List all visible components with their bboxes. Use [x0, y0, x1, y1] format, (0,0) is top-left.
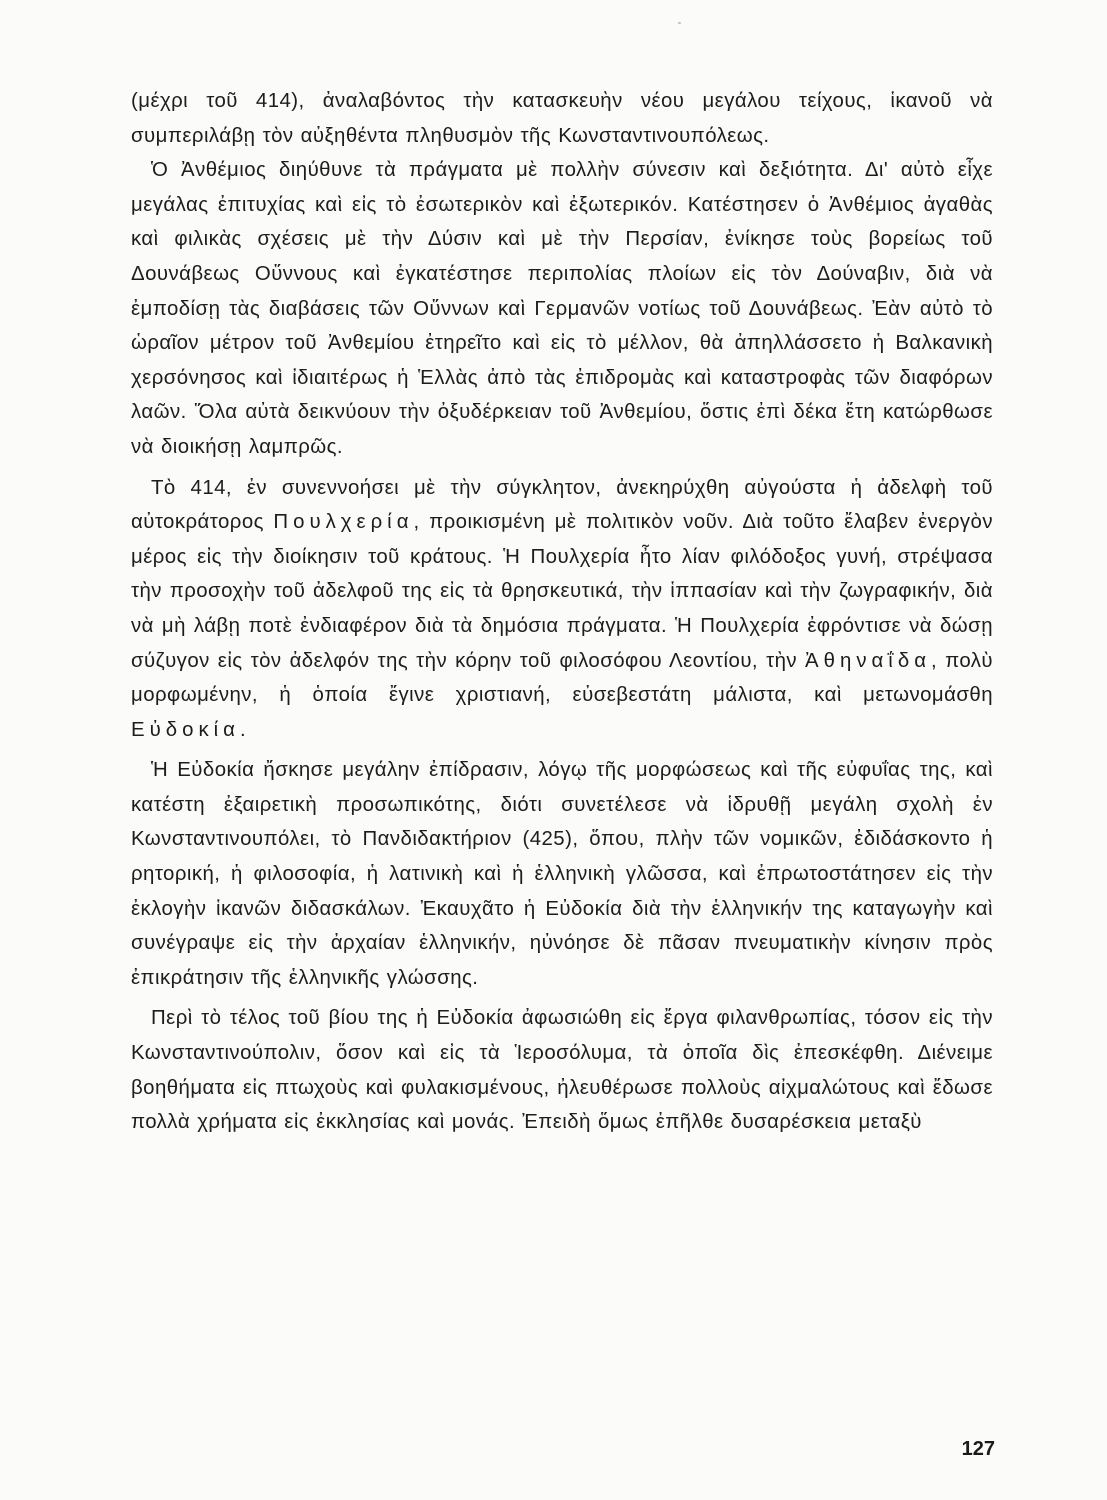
text-segment: . — [239, 718, 247, 741]
body-text — [131, 84, 993, 1140]
paragraph — [131, 1001, 993, 1139]
paragraph — [131, 471, 993, 748]
paragraph — [131, 84, 993, 153]
text-segment: , πολὺ μορφωμένην, ἡ ὁποία ἔγινε χριστιανή, εὐσεβεστάτη μάλιστα, καὶ μετωνομάσθη — [131, 649, 994, 707]
text-segment: Περὶ τὸ τέλος τοῦ βίου της ἡ Εὐδοκία ἀφωσιώθη εἰς ἔργα φιλανθρωπίας, τόσον εἰς τὴν Κωνσταντινούπολιν, ὅσον καὶ εἰς τὰ Ἱεροσόλυμα, τὰ ὁποῖα δὶς ἐπεσκέφθη. Διένειμε βοηθήματα εἰς πτωχοὺς καὶ φυλακισμένους, ἠλευθέρωσε πολλοὺς αἰχμαλώτους καὶ ἔδωσε πολλὰ χρήματα εἰς ἐκκλησίας καὶ μονάς. Ἐπειδὴ ὅμως ἐπῆλθε δυσαρέσκεια μεταξὺ — [131, 1007, 993, 1134]
paragraph — [131, 153, 993, 464]
text-segment: Ἡ Εὐδοκία ἤσκησε μεγάλην ἐπίδρασιν, λόγῳ τῆς μορφώσεως καὶ τῆς εὐφυΐας της, καὶ κατέστη ἐξαιρετικὴ προσωπικότης, διότι συνετέλεσε νὰ ἱδρυθῇ μεγάλη σχολὴ ἐν Κωνσταντινουπόλει, τὸ Πανδιδακτήριον (425), ὅπου, πλὴν τῶν νομικῶν, ἐδιδάσκοντο ἡ ρητορική, ἡ φιλοσοφία, ἡ λατινικὴ καὶ ἡ ἑλληνικὴ γλῶσσα, καὶ ἐπρωτοστάτησεν εἰς τὴν ἐκλογὴν ἱκανῶν διδασκάλων. Ἐκαυχᾶτο ἡ Εὐδοκία διὰ τὴν ἑλληνικήν της καταγωγὴν καὶ συνέγραψε εἰς τὴν ἀρχαίαν ἑλληνικήν, ηὐνόησε δὲ πᾶσαν πνευματικὴν κίνησιν πρὸς ἐπικράτησιν τῆς ἑλληνικῆς γλώσσης. — [131, 759, 993, 989]
text-segment: Ὁ Ἀνθέμιος διηύθυνε τὰ πράγματα μὲ πολλὴν σύνεσιν καὶ δεξιότητα. Δι' αὐτὸ εἶχε μεγάλας ἐπιτυχίας καὶ εἰς τὸ ἐσωτερικὸν καὶ ἐξωτερικόν. Κατέστησεν ὁ Ἀνθέμιος ἀγαθὰς καὶ φιλικὰς σχέσεις μὲ τὴν Δύσιν καὶ μὲ τὴν Περσίαν, ἐνίκησε τοὺς βορείως τοῦ Δουνάβεως Οὕννους καὶ ἐγκατέστησε περιπολίας πλοίων εἰς τὸν Δούναβιν, διὰ νὰ ἐμποδίσῃ τὰς διαβάσεις τῶν Οὕννων καὶ Γερμανῶν νοτίως τοῦ Δουνάβεως. Ἐὰν αὐτὸ τὸ ὡραῖον μέτρον τοῦ Ἀνθεμίου ἐτηρεῖτο καὶ εἰς τὸ μέλλον, θὰ ἀπηλλάσσετο ἡ Βαλκανικὴ χερσόνησος καὶ ἰδιαιτέρως ἡ Ἑλλὰς ἀπὸ τὰς ἐπιδρομὰς καὶ καταστροφὰς τῶν διαφόρων λαῶν. Ὅλα αὐτὰ δεικνύουν τὴν ὀξυδέρκειαν τοῦ Ἀνθεμίου, ὅστις ἐπὶ δέκα ἔτη κατώρθωσε νὰ διοικήσῃ λαμπρῶς. — [131, 159, 993, 458]
text-segment: , προικισμένη μὲ πολιτικὸν νοῦν. Διὰ τοῦτο ἔλαβεν ἐνεργὸν μέρος εἰς τὴν διοίκησιν τοῦ κράτους. Ἡ Πουλχερία ἦτο λίαν φιλόδοξος γυνή, στρέψασα τὴν προσοχὴν τοῦ ἀδελφοῦ της εἰς τὰ θρησκευτικά, τὴν ἱππασίαν καὶ τὴν ζωγραφικήν, διὰ νὰ μὴ λάβῃ ποτὲ ἐνδιαφέρον διὰ τὰ δημόσια πράγματα. Ἡ Πουλχερία ἐφρόντισε νὰ δώσῃ σύζυγον εἰς τὸν ἀδελφόν της τὴν κόρην τοῦ φιλοσόφου Λεοντίου, τὴν — [131, 511, 993, 672]
spaced-name: Πουλχερία — [273, 511, 414, 534]
spaced-name: Εὐδοκία — [131, 718, 240, 741]
paragraph — [131, 753, 993, 995]
spaced-name: Ἀθηναΐδα — [805, 649, 931, 672]
text-segment: (μέχρι τοῦ 414), ἀναλαβόντος τὴν κατασκευὴν νέου μεγάλου τείχους, ἱκανοῦ νὰ συμπεριλάβῃ τὸν αὐξηθέντα πληθυσμὸν τῆς Κωνσταντινουπόλεως. — [131, 90, 993, 147]
scan-speck — [678, 22, 681, 24]
text-segment: Τὸ 414, ἐν συνεννοήσει μὲ τὴν σύγκλητον, ἀνεκηρύχθη αὐγούστα ἡ ἀδελφὴ τοῦ αὐτοκράτορος — [131, 476, 993, 534]
page-number: 127 — [961, 1438, 995, 1460]
